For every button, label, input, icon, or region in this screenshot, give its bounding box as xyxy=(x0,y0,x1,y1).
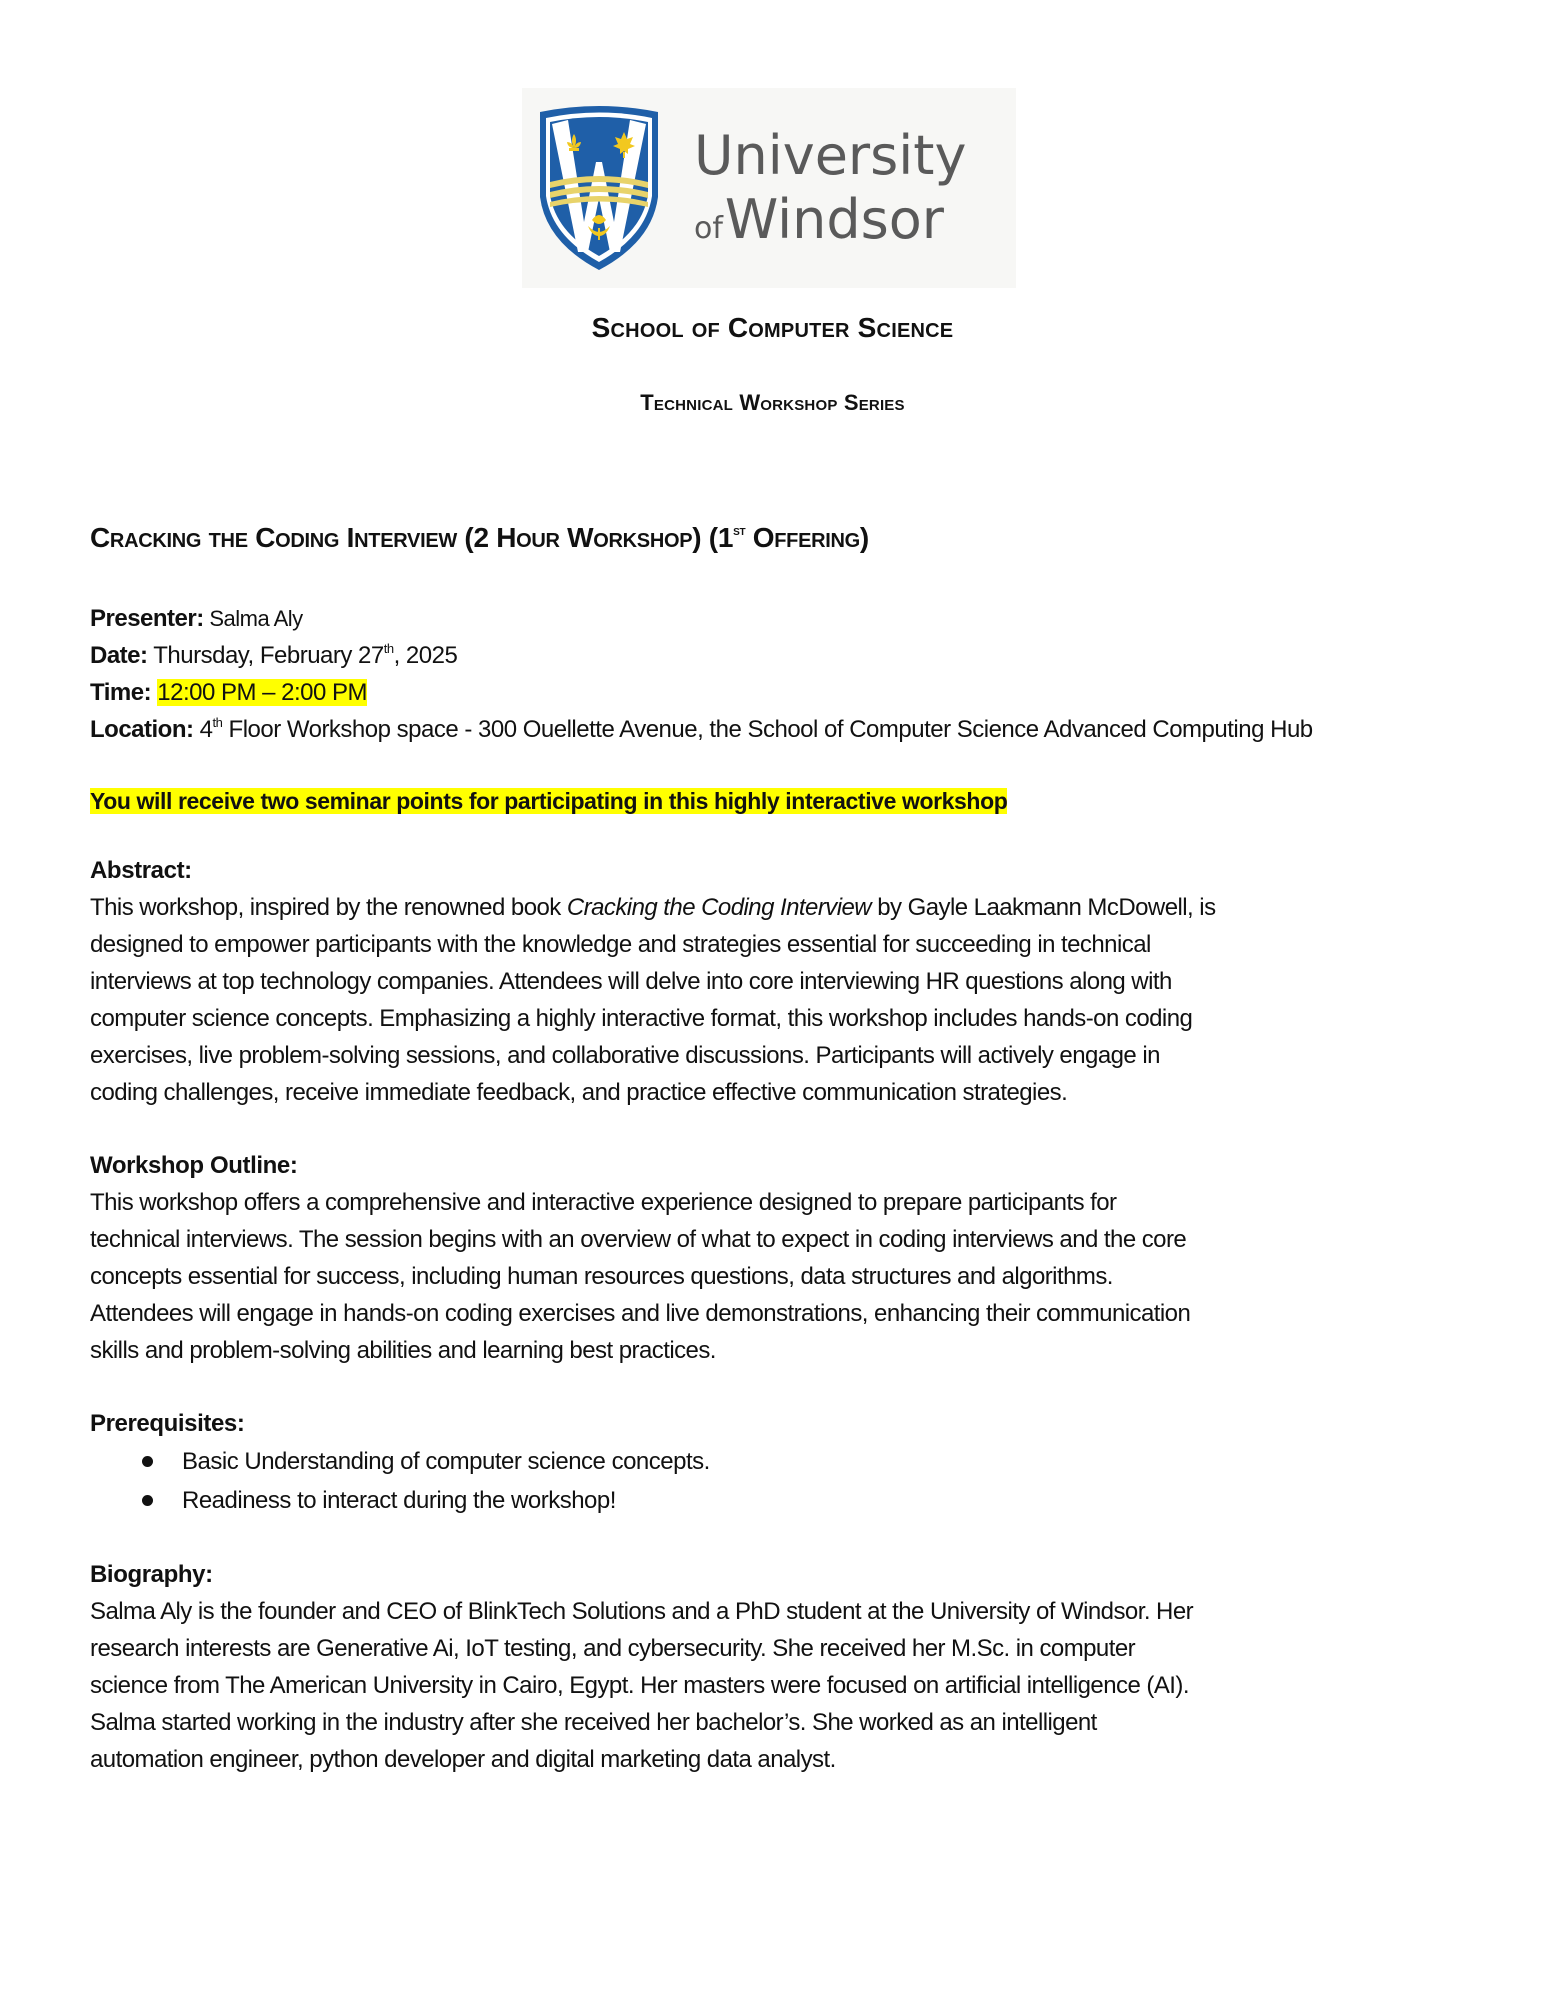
location-ordinal: th xyxy=(212,715,223,730)
title-end: Offering) xyxy=(745,522,869,553)
book-title: Cracking the Coding Interview xyxy=(566,894,872,921)
logo-wordmark-windsor: Windsor xyxy=(724,188,945,251)
outline-line: technical interviews. The session begins with an overview of what to expect in coding interviews and the core xyxy=(90,1226,1187,1253)
document-body xyxy=(90,508,1470,1778)
time-value: 12:00 PM – 2:00 PM xyxy=(157,679,368,706)
abstract-line xyxy=(90,889,1470,926)
presenter-value: Salma Aly xyxy=(203,606,303,631)
outline-line: concepts essential for success, including human resources questions, data structures and algorithms. xyxy=(90,1263,1113,1290)
biography-line: Salma started working in the industry after she received her bachelor’s. She worked as an intelligent xyxy=(90,1709,1097,1736)
location-value: Floor Workshop space - 300 Ouellette Avenue, the School of Computer Science Advanced Computing Hub xyxy=(222,716,1313,743)
outline-text xyxy=(90,1184,1470,1369)
university-logo xyxy=(522,88,1016,288)
abstract-line: designed to empower participants with the knowledge and strategies essential for succeeding in technical xyxy=(90,931,1151,958)
university-shield-icon xyxy=(534,102,664,272)
event-details xyxy=(90,600,1470,748)
title-ordinal: st xyxy=(733,522,746,538)
biography-heading: Biography: xyxy=(90,1561,213,1588)
outline-line: This workshop offers a comprehensive and interactive experience designed to prepare participants for xyxy=(90,1189,1117,1216)
presenter-label: Presenter: xyxy=(90,605,204,632)
biography-line: automation engineer, python developer and digital marketing data analyst. xyxy=(90,1746,836,1773)
outline-line: Attendees will engage in hands-on coding exercises and live demonstrations, enhancing their communication xyxy=(90,1300,1191,1327)
school-heading: School of Computer Science xyxy=(591,312,954,343)
prerequisites-heading: Prerequisites: xyxy=(90,1410,245,1437)
logo-wordmark-of: of xyxy=(694,211,723,246)
bullet-icon xyxy=(142,1456,153,1467)
biography-line: research interests are Generative Ai, IoT testing, and cybersecurity. She received her M.Sc. in computer xyxy=(90,1635,1136,1662)
prerequisite-item xyxy=(90,1442,1470,1481)
outline-heading: Workshop Outline: xyxy=(90,1152,298,1179)
biography-section xyxy=(90,1556,1470,1778)
abstract-line: interviews at top technology companies. Attendees will delve into core interviewing HR questions along with xyxy=(90,968,1172,995)
date-value: Thursday, February 27 xyxy=(147,642,384,669)
bullet-icon xyxy=(142,1495,153,1506)
abstract-line: coding challenges, receive immediate feedback, and practice effective communication strategies. xyxy=(90,1079,1068,1106)
biography-line: science from The American University in Cairo, Egypt. Her masters were focused on artificial intelligence (AI). xyxy=(90,1672,1189,1699)
location-row xyxy=(90,711,1470,748)
presenter-row xyxy=(90,600,1470,637)
prerequisite-text: Readiness to interact during the workshop! xyxy=(182,1487,616,1514)
abstract-line1-pre: This workshop, inspired by the renowned book xyxy=(90,894,567,921)
biography-line: Salma Aly is the founder and CEO of BlinkTech Solutions and a PhD student at the University of Windsor. Her xyxy=(90,1598,1194,1625)
series-heading: Technical Workshop Series xyxy=(640,390,905,415)
prerequisite-item xyxy=(90,1481,1470,1520)
date-year: , 2025 xyxy=(393,642,458,669)
seminar-points-note xyxy=(90,784,1470,818)
logo-wordmark-line2 xyxy=(694,188,944,251)
title-main: Cracking the Coding Interview (2 Hour Workshop) (1 xyxy=(90,522,734,553)
biography-text xyxy=(90,1593,1470,1778)
abstract-line: computer science concepts. Emphasizing a highly interactive format, this workshop includes hands-on coding xyxy=(90,1005,1193,1032)
abstract-text xyxy=(90,889,1470,1111)
prerequisite-text: Basic Understanding of computer science concepts. xyxy=(182,1448,710,1475)
abstract-section xyxy=(90,852,1470,1111)
date-ordinal: th xyxy=(383,641,394,656)
outline-section xyxy=(90,1147,1470,1369)
time-row xyxy=(90,674,1470,711)
abstract-line1-post: by Gayle Laakmann McDowell, is xyxy=(871,894,1216,921)
logo-wordmark-line1: University xyxy=(694,124,967,187)
location-label: Location: xyxy=(90,716,194,743)
prerequisites-list xyxy=(90,1442,1470,1520)
seminar-points-text: You will receive two seminar points for participating in this highly interactive workshop xyxy=(90,788,1008,814)
prerequisites-section xyxy=(90,1405,1470,1520)
abstract-line: exercises, live problem-solving sessions, and collaborative discussions. Participants will actively engage in xyxy=(90,1042,1160,1069)
location-floor: 4 xyxy=(193,716,213,743)
date-row xyxy=(90,637,1470,674)
outline-line: skills and problem-solving abilities and learning best practices. xyxy=(90,1337,716,1364)
date-label: Date: xyxy=(90,642,148,669)
abstract-heading: Abstract: xyxy=(90,857,192,884)
time-label: Time: xyxy=(90,679,152,706)
workshop-title xyxy=(90,508,1470,560)
